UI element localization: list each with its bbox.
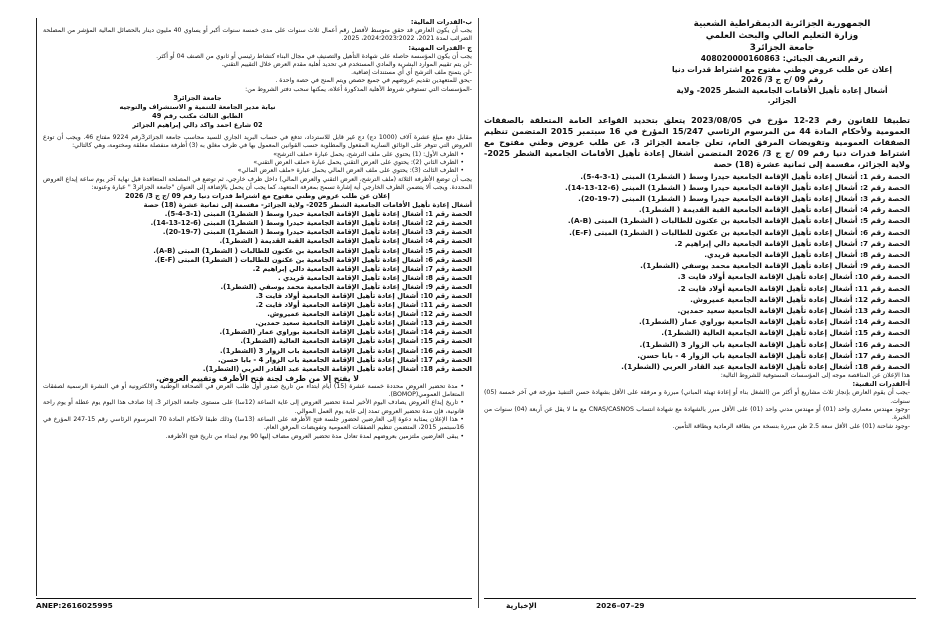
lot-item: الحصة رقم 11: أشغال إعادة تأهيل الإقامة الجامعية أولاد فايت 2.: [255, 301, 472, 310]
lot-item: الحصة رقم 9: أشغال إعادة تأهيل الإقامة الجامعية محمد يوسفي (الشطر1).: [220, 282, 472, 291]
tech-caps-line: -المؤسسات التي تستوفي شروط الأهلية المذكورة أعلاه، يمكنها سحب دفتر الشروط من:: [245, 85, 472, 93]
notice-subtitle: أشغال إعادة تأهيل الأقامات الجامعية الشطر 2025- ولاية الجزائر- مقسمة إلى ثمانية عشرة (18) حصة: [143, 201, 472, 210]
notice-subject: أشغال إعادة تأهيل الأقامات الجامعية الشطر 2025- ولاية الجزائر.: [676, 85, 888, 105]
lot-item: الحصة رقم 16: أشغال إعادة تأهيل الإقامة الجامعية باب الزوار 3 (الشطر1).: [639, 339, 910, 349]
lot-item: الحصة رقم 3: أشغال إعادة تأهيل الإقامة الجامعية حيدرا وسط ( الشطر1) المبنى (7-19-20).: [162, 228, 472, 237]
lot-item: الحصة رقم 2: أشغال إعادة تأهيل الإقامة الجامعية حيدرا وسط ( الشطر1) المبنى (6-12-13-14).: [150, 219, 472, 228]
envelope-paragraph: يجب أن توضع الأظرفة الثلاثة (ملف الترشح، العرض التقني والعرض المالي) داخل ظرف خارجي، ثم توضع في المصلحة المتعاقدة قبل نهاية آخر يوم ساعة إيداع العروض المحددة. ويجب ألا يتضمن الظرف الخارجي أية إشارة تسمح بمعرفة المتعهد، كما يجب أن يحمل بالإضافة إلى العنوان "جامعة الجزائر3 " عبارة وعنونة:: [43, 175, 472, 191]
tax-id: رقم التعريف الجبائي: 408020000160863: [700, 54, 864, 63]
envelope-item: • الظرف الثالث (3): يحتوي على ملف العرض المالي يحمل عبارة «ملف العرض المالي»: [43, 167, 464, 175]
envelope-item: • الظرف الثاني (2): يحتوي على العرض التقني يحمل عبارة «ملف العرض التقني»: [43, 159, 464, 167]
closing-bullet: • هذا الإعلان يمثابة دعوة إلى العارضين لحضور جلسة فتح الأظرفة على الساعة (13سا) وذلك طبقا لأحكام المادة 70 المرسوم الرئاسي رقم 15-247 المؤرخ في 16سبتمبر 2015، المتضمن تنظيم الصفقات العمومية وتفويضات المرفق العام.: [43, 416, 464, 433]
anep-number: ANEP:2616025995: [36, 601, 113, 610]
lot-item: الحصة رقم 10: أشغال إعادة تأهيل الإقامة الجامعية أولاد فايت 3.: [255, 292, 472, 300]
lot-item: الحصة رقم 17: أشغال إعادة تأهيل الإقامة الجامعية باب الزوار 4 - بابا حسن.: [637, 350, 910, 360]
caps-line: -يجب أن يقوم العارض بإنجاز ثلاث مشاريع أو أكثر من (الشغل بناء أو إعادة تهيئة المباني) مبررة و مرفقة على الأقل بشهادة حسن التنفيذ مؤرخة في آخر خمسة (05) سنوات.: [484, 389, 910, 405]
notice-title: إعلان عن طلب عروض وطني مفتوح مع اشتراط قدرات دنيا: [671, 64, 893, 74]
envelope-item: • الظرف الأول: (1) يحتوي على ملف الترشح، يحمل عبارة «ملف الترشح»: [43, 151, 464, 159]
tech-caps-line: -لن يتمنح ملف الترشح أي أي مستندات إضافية.: [351, 69, 472, 77]
republic-title: الجمهورية الجزائرية الديمقراطية الشعبية: [693, 19, 871, 29]
lot-item: الحصة رقم 11: أشغال إعادة تأهيل الإقامة الجامعية أولاد فايت 2.: [677, 283, 910, 293]
lot-item: الحصة رقم 1: أشغال إعادة تأهيل الإقامة الجامعية حيدرا وسط ( الشطر1) المبنى (1-3-4-5).: [580, 171, 910, 181]
withdraw-address: [43, 94, 352, 130]
financial-caps-heading: ب-القدرات المالية:: [410, 18, 472, 26]
address-line: الطابق الثالث مكتب رقم 49: [152, 112, 243, 121]
address-line: جامعة الجزائر3: [173, 94, 222, 103]
left-page: [36, 18, 472, 596]
right-page: [484, 18, 916, 596]
caps-line: -وجود مهندس معماري واحد (01) أو مهندس مدني واحد (01) على الأقل مبرر بالشهادة مع شهادة انتساب CNAS/CASNOS مع ما لا يقل عن أربعة (04) سنوات من الخبرة.: [484, 406, 910, 422]
caps-line: -وجود شاحنة (01) على الأقل سعة 2.5 طن مبررة بنسخة من بطاقة الرمادية وبطاقة التأمين.: [672, 422, 910, 430]
lot-item: الحصة رقم 8: أشغال إعادة تأهيل الإقامة الجامعية قريدي.: [704, 249, 910, 259]
letterhead: [662, 18, 902, 107]
lot-item: الحصة رقم 5: أشغال إعادة تأهيل الإقامة الجامعية بن عكنون للطالبات ( الشطر1) المبنى (A-B).: [567, 216, 910, 226]
lot-item: الحصة رقم 16: أشغال إعادة تأهيل الإقامة الجامعية باب الزوار 3 (الشطر1).: [220, 346, 472, 355]
lot-item: الحصة رقم 13: أشغال إعادة تأهيل الإقامة الجامعية سعيد حمدين.: [255, 319, 472, 328]
no-open-line: لا يفتح إلا من طرف لجنة فتح الأظرف وتقييم العروض.: [156, 373, 359, 383]
tech-caps-line: -لن يتم تقييم الموارد البشرية والمادي المستخدم في تحديد أهلية مقدم العرض خلال التقييم التقني.: [221, 60, 472, 68]
lot-item: الحصة رقم 17: أشغال إعادة تأهيل الإقامة الجامعية باب الزوار 4 - بابا حسن.: [217, 355, 472, 364]
tech-caps-heading: ج -القدرات المهنية:: [408, 43, 472, 52]
financial-caps-text: يجب أن يكون العارض قد حقق متوسط لأفضل رقم أعمال ثلاث سنوات على مدى خمسة سنوات أكبر أو يساوي 40 مليون دينار بالحصائل المالية المؤشر من المصلحة الضرائب لمدة 2021، 2022؛2023؛2024، 2025.: [43, 27, 472, 43]
caps-heading: أ-القدرات التقنية:: [852, 380, 910, 389]
lot-item: الحصة رقم 6: أشغال إعادة تأهيل الإقامة الجامعية بن عكنون للطالبات ( الشطر1) المبنى (E-F).: [154, 255, 472, 264]
fee-paragraph: مقابل دفع مبلغ عشرة آلاف (1000 دج) دج غير قابل للاسترداد، تدفع في حساب البريد الجاري للسيد محاسب جامعة الجزائر3رقم 9224 مفتاح 46. ويجب أن تودع العروض التي تتوفر على الوثائق السارية المفعول والمطلوبة حسب القوانين المعمول بها في ظرف مغلق به (3) أظرفة منفصلة مغلقة ومختومة، وهي كالتالي:: [43, 134, 472, 150]
notice-title: إعلان عن طلب عروض وطني مفتوح مع اشتراط قدرات دنيا رقم 09 /ج ج 3/ 2026: [125, 192, 390, 201]
lot-list: [484, 171, 910, 373]
lot-item: الحصة رقم 12: أشغال إعادة تأهيل الإقامة الجامعية عميروش.: [690, 294, 910, 304]
address-line: نيابة مدير الجامعة للتنمية و الاستشراف والتوجيه: [119, 103, 276, 112]
lot-item: الحصة رقم 12: أشغال إعادة تأهيل الإقامة الجامعية عميروش.: [267, 310, 472, 319]
lot-item: الحصة رقم 9: أشغال إعادة تأهيل الإقامة الجامعية محمد يوسفي (الشطر1).: [640, 261, 910, 271]
lot-item: الحصة رقم 18: أشغال إعادة تأهيل الإقامة الجامعية عبد القادر العربي (الشطر1).: [621, 361, 910, 371]
lot-item: الحصة رقم 4: أشغال إعادة تأهيل الإقامة الجامعية القبة القديمة ( الشطر1).: [638, 205, 910, 215]
lot-item: الحصة رقم 2: أشغال إعادة تأهيل الإقامة الجامعية حيدرا وسط ( الشطر1) المبنى (6-12-13-14).: [564, 182, 910, 192]
left-footer: [36, 598, 472, 613]
lot-item: الحصة رقم 15: أشغال إعادة تأهيل الإقامة الجامعية العالية (الشطر1).: [240, 337, 472, 346]
intro-paragraph: تطبيقا للقانون رقم 23-12 مؤرخ في 2023/08/05 يتعلق بتحديد القواعد العامة المتعلقة بالصفقات العمومية ولأحكام المادة 44 من المرسوم الرئاسي 15/247 المؤرخ في 16 سبتمبر 2015 المتضمن تنظيم الصفقات العمومية وتفويضات المرفق العام، تعلن جامعة الجزائر 3، عن طلب عروض وطني مفتوح مع اشتراط قدرات دنيا رقم 09 /ج ج 3/ 2026 المتضمن أشغال إعادة تأهيل الأقامات الجامعية الشطر 2025- ولاية الجزائر، مقسمة إلى ثمانية عشرة (18) حصة: [484, 114, 911, 170]
newspaper-spread: [36, 18, 916, 614]
university-title: جامعة الجزائر3: [749, 43, 815, 53]
lot-item: الحصة رقم 18: أشغال إعادة تأهيل الإقامة الجامعية عبد القادر العربي (الشطر1).: [202, 364, 472, 373]
lot-item: الحصة رقم 15: أشغال إعادة تأهيل الإقامة الجامعية العالية (الشطر1).: [661, 328, 910, 338]
lot-item: الحصة رقم 4: أشغال إعادة تأهيل الإقامة الجامعية القبة القديمة ( الشطر1).: [219, 237, 472, 246]
lot-item: الحصة رقم 14: أشغال إعادة تأهيل الإقامة الجامعية بوراوي عمار (الشطر1).: [219, 328, 472, 337]
lot-item: الحصة رقم 1: أشغال إعادة تأهيل الإقامة الجامعية حيدرا وسط ( الشطر1) المبنى (1-3-4-5).: [164, 210, 472, 219]
notice-number: رقم 09 /ج ج 3/ 2026: [740, 75, 824, 84]
lot-item: الحصة رقم 7: أشغال إعادة تأهيل الإقامة الجامعية دالي إبراهيم 2.: [674, 238, 910, 248]
closing-bullet: • مدة تحضير العروض محددة خمسة عشرة (15) أيام ابتداء من تاريخ صدور أول طلب العرض في الصحافة الوطنية والالكترونية أو في النشرة الرسمية لصفقات المتعامل العمومي(BOMOP).: [43, 383, 464, 400]
lot-list: [43, 210, 472, 374]
address-line: 02 شارع احمد واكد دالي إبراهيم الجزائر: [132, 121, 263, 130]
right-footer: [484, 598, 916, 613]
lot-item: الحصة رقم 13: أشغال إعادة تأهيل الإقامة الجامعية سعيد حمدين.: [677, 305, 910, 315]
closing-bullet: • تاريخ إيداع العروض يصادف اليوم الأخير لمدة تحضير العروض إلى غاية الساعة (12سا) على مستوى جامعة الجزائر 3، إذا صادف هذا اليوم يوم عطلة أو يوم راحة قانونية، فإن مدة تحضير العروض تمدد إلى غاية يوم العمل الموالي.: [43, 399, 464, 416]
lot-item: الحصة رقم 3: أشغال إعادة تأهيل الإقامة الجامعية حيدرا وسط ( الشطر1) المبنى (7-19-20).: [578, 193, 910, 203]
lot-item: الحصة رقم 6: أشغال إعادة تأهيل الإقامة الجامعية بن عكنون للطالبات ( الشطر1) المبنى (E-F).: [569, 227, 910, 237]
page-divider: [478, 18, 479, 608]
tech-caps-line: -يحق للمتعهدين تقديم عروضهم في جميع حصص ويتم المنح في حصة واحدة .: [275, 77, 472, 85]
addressed-line: هذا الإعلان عن المناقصة موجه إلى المؤسسات المستوفية للشروط التالية:: [720, 372, 910, 380]
ministry-title: وزارة التعليم العالي والبحث العلمي: [705, 31, 859, 41]
lot-item: الحصة رقم 14: أشغال إعادة تأهيل الإقامة الجامعية بوراوي عمار (الشطر1).: [638, 317, 910, 327]
tech-caps-line: يجب أن يكون المؤسسة حاصلة على شهادة التأهيل والتصنيف في مجال البناء كنشاط رئيسي أو ثانوي من الصنف 04 أو أكثر.: [156, 52, 472, 60]
issue-date: 29–07–2026: [596, 601, 645, 610]
lot-item: الحصة رقم 8: أشغال إعادة تأهيل الإقامة الجامعية قريدي .: [278, 273, 472, 282]
lot-item: الحصة رقم 7: أشغال إعادة تأهيل الإقامة الجامعية دالي إبراهيم 2.: [252, 264, 472, 273]
closing-bullet: • يبقى العارضين ملتزمين بعروضهم لمدة تعادل مدة تحضير العروض مضاف إليها 90 يوم ابتداء من تاريخ فتح الأظرفة.: [43, 433, 464, 441]
lot-item: الحصة رقم 5: أشغال إعادة تأهيل الإقامة الجامعية بن عكنون للطالبات ( الشطر1) المبنى (A-B).: [153, 246, 472, 255]
publisher-name: الإخبارية: [506, 601, 537, 610]
lot-item: الحصة رقم 10: أشغال إعادة تأهيل الإقامة الجامعية أولاد فايت 3.: [677, 272, 910, 282]
